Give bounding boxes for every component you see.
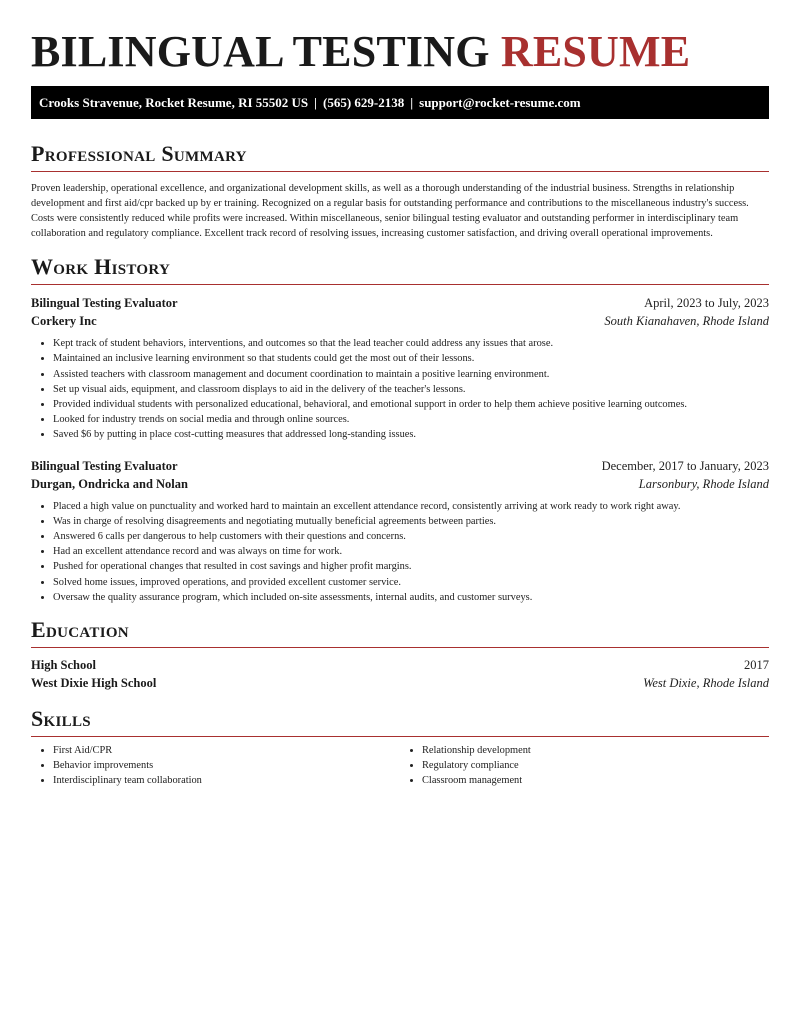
work-history-heading: Work History bbox=[31, 254, 171, 280]
list-item: • Placed a high value on punctuality and worked hard to maintain an excellent attendance record, consistently arriving at work ready to work right away. bbox=[53, 499, 769, 514]
job-title: Bilingual Testing Evaluator bbox=[31, 296, 178, 311]
list-item: • Answered 6 calls per dangerous to help customers with their questions and concerns. bbox=[53, 529, 769, 544]
education-school: West Dixie High School bbox=[31, 675, 157, 690]
contact-email[interactable]: support@rocket-resume.com bbox=[419, 95, 581, 110]
skill-item: • Relationship development bbox=[422, 743, 769, 758]
education-heading: Education bbox=[31, 616, 129, 642]
list-item: • Oversaw the quality assurance program, which included on-site assessments, internal audits, and customer surveys. bbox=[53, 590, 769, 605]
skills-heading: Skills bbox=[31, 705, 91, 731]
skill-item: • First Aid/CPR bbox=[53, 743, 400, 758]
resume-page bbox=[31, 0, 769, 788]
job-bullets bbox=[31, 499, 769, 605]
job-location: South Kianahaven, Rhode Island bbox=[604, 314, 769, 329]
work-history-section bbox=[31, 254, 769, 604]
job-company: Corkery Inc bbox=[31, 314, 97, 329]
education-section bbox=[31, 617, 769, 692]
list-item: • Pushed for operational changes that resulted in cost savings and higher profit margins. bbox=[53, 559, 769, 574]
summary-section bbox=[31, 141, 769, 241]
skill-item: • Interdisciplinary team collaboration bbox=[53, 773, 400, 788]
skills-list-right bbox=[400, 743, 769, 788]
list-item: • Kept track of student behaviors, interventions, and outcomes so that the lead teacher could address any issues that arose. bbox=[53, 336, 769, 351]
job-company-row bbox=[31, 312, 769, 330]
title-accent: RESUME bbox=[500, 27, 691, 76]
list-item: • Provided individual students with personalized educational, behavioral, and emotional support in order to help them achieve positive learning outcomes. bbox=[53, 397, 769, 412]
job-title: Bilingual Testing Evaluator bbox=[31, 459, 178, 474]
contact-phone[interactable]: (565) 629-2138 bbox=[323, 95, 405, 110]
skill-item: • Behavior improvements bbox=[53, 758, 400, 773]
list-item: • Solved home issues, improved operations, and provided excellent customer service. bbox=[53, 575, 769, 590]
job-header-row bbox=[31, 457, 769, 475]
skill-item: • Regulatory compliance bbox=[422, 758, 769, 773]
list-item: • Saved $6 by putting in place cost-cutting measures that addressed long-standing issues. bbox=[53, 427, 769, 442]
education-degree: High School bbox=[31, 657, 96, 672]
education-school-row bbox=[31, 674, 769, 692]
section-divider bbox=[31, 171, 769, 172]
list-item: • Looked for industry trends on social media and through online sources. bbox=[53, 412, 769, 427]
list-item: • Was in charge of resolving disagreements and negotiating mutually beneficial agreements between parties. bbox=[53, 514, 769, 529]
education-entry bbox=[31, 656, 769, 692]
contact-separator: | bbox=[314, 95, 318, 110]
list-item: • Maintained an inclusive learning environment so that students could get the most out of their lessons. bbox=[53, 351, 769, 366]
job-company: Durgan, Ondricka and Nolan bbox=[31, 477, 188, 492]
job-location: Larsonbury, Rhode Island bbox=[638, 477, 769, 492]
summary-text: Proven leadership, operational excellence, and organizational development skills, as well as a thorough understanding of the industrial business. Strengths in relationship development and first aid/cpr backed up by er training. Recognized on a regular basis for outstanding performance and contributions to the miscellaneous industry's success. Costs were consistently reduced while profits were increased. Within miscellaneous, senior bilingual testing evaluator and outstanding performer in interdisciplinary team collaboration and regulatory compliance. Excellent track record of resolving issues, increasing customer satisfaction, and driving overall operational improvements. bbox=[31, 183, 749, 240]
skill-item: • Classroom management bbox=[422, 773, 769, 788]
list-item: • Set up visual aids, equipment, and classroom displays to aid in the delivery of the teacher's lessons. bbox=[53, 382, 769, 397]
job-entry bbox=[31, 457, 769, 605]
job-company-row bbox=[31, 475, 769, 493]
skills-section bbox=[31, 706, 769, 788]
education-degree-row bbox=[31, 656, 769, 674]
job-bullets bbox=[31, 336, 769, 442]
list-item: • Assisted teachers with classroom management and document coordination to maintain a positive learning environment. bbox=[53, 367, 769, 382]
job-entry bbox=[31, 294, 769, 442]
title-main: BILINGUAL TESTING bbox=[31, 27, 490, 76]
job-header-row bbox=[31, 294, 769, 312]
section-divider bbox=[31, 647, 769, 648]
summary-heading: Professional Summary bbox=[31, 141, 247, 166]
contact-bar bbox=[31, 86, 769, 119]
list-item: • Had an excellent attendance record and was always on time for work. bbox=[53, 544, 769, 559]
skills-columns bbox=[31, 743, 769, 788]
skills-list-left bbox=[31, 743, 400, 788]
job-dates: December, 2017 to January, 2023 bbox=[601, 459, 769, 474]
section-divider bbox=[31, 284, 769, 285]
education-location: West Dixie, Rhode Island bbox=[643, 675, 769, 690]
contact-address: Crooks Stravenue, Rocket Resume, RI 55502 US bbox=[39, 95, 309, 110]
contact-separator: | bbox=[410, 95, 414, 110]
section-divider bbox=[31, 736, 769, 737]
education-year: 2017 bbox=[744, 657, 769, 672]
job-dates: April, 2023 to July, 2023 bbox=[644, 296, 769, 311]
resume-title bbox=[31, 26, 769, 78]
